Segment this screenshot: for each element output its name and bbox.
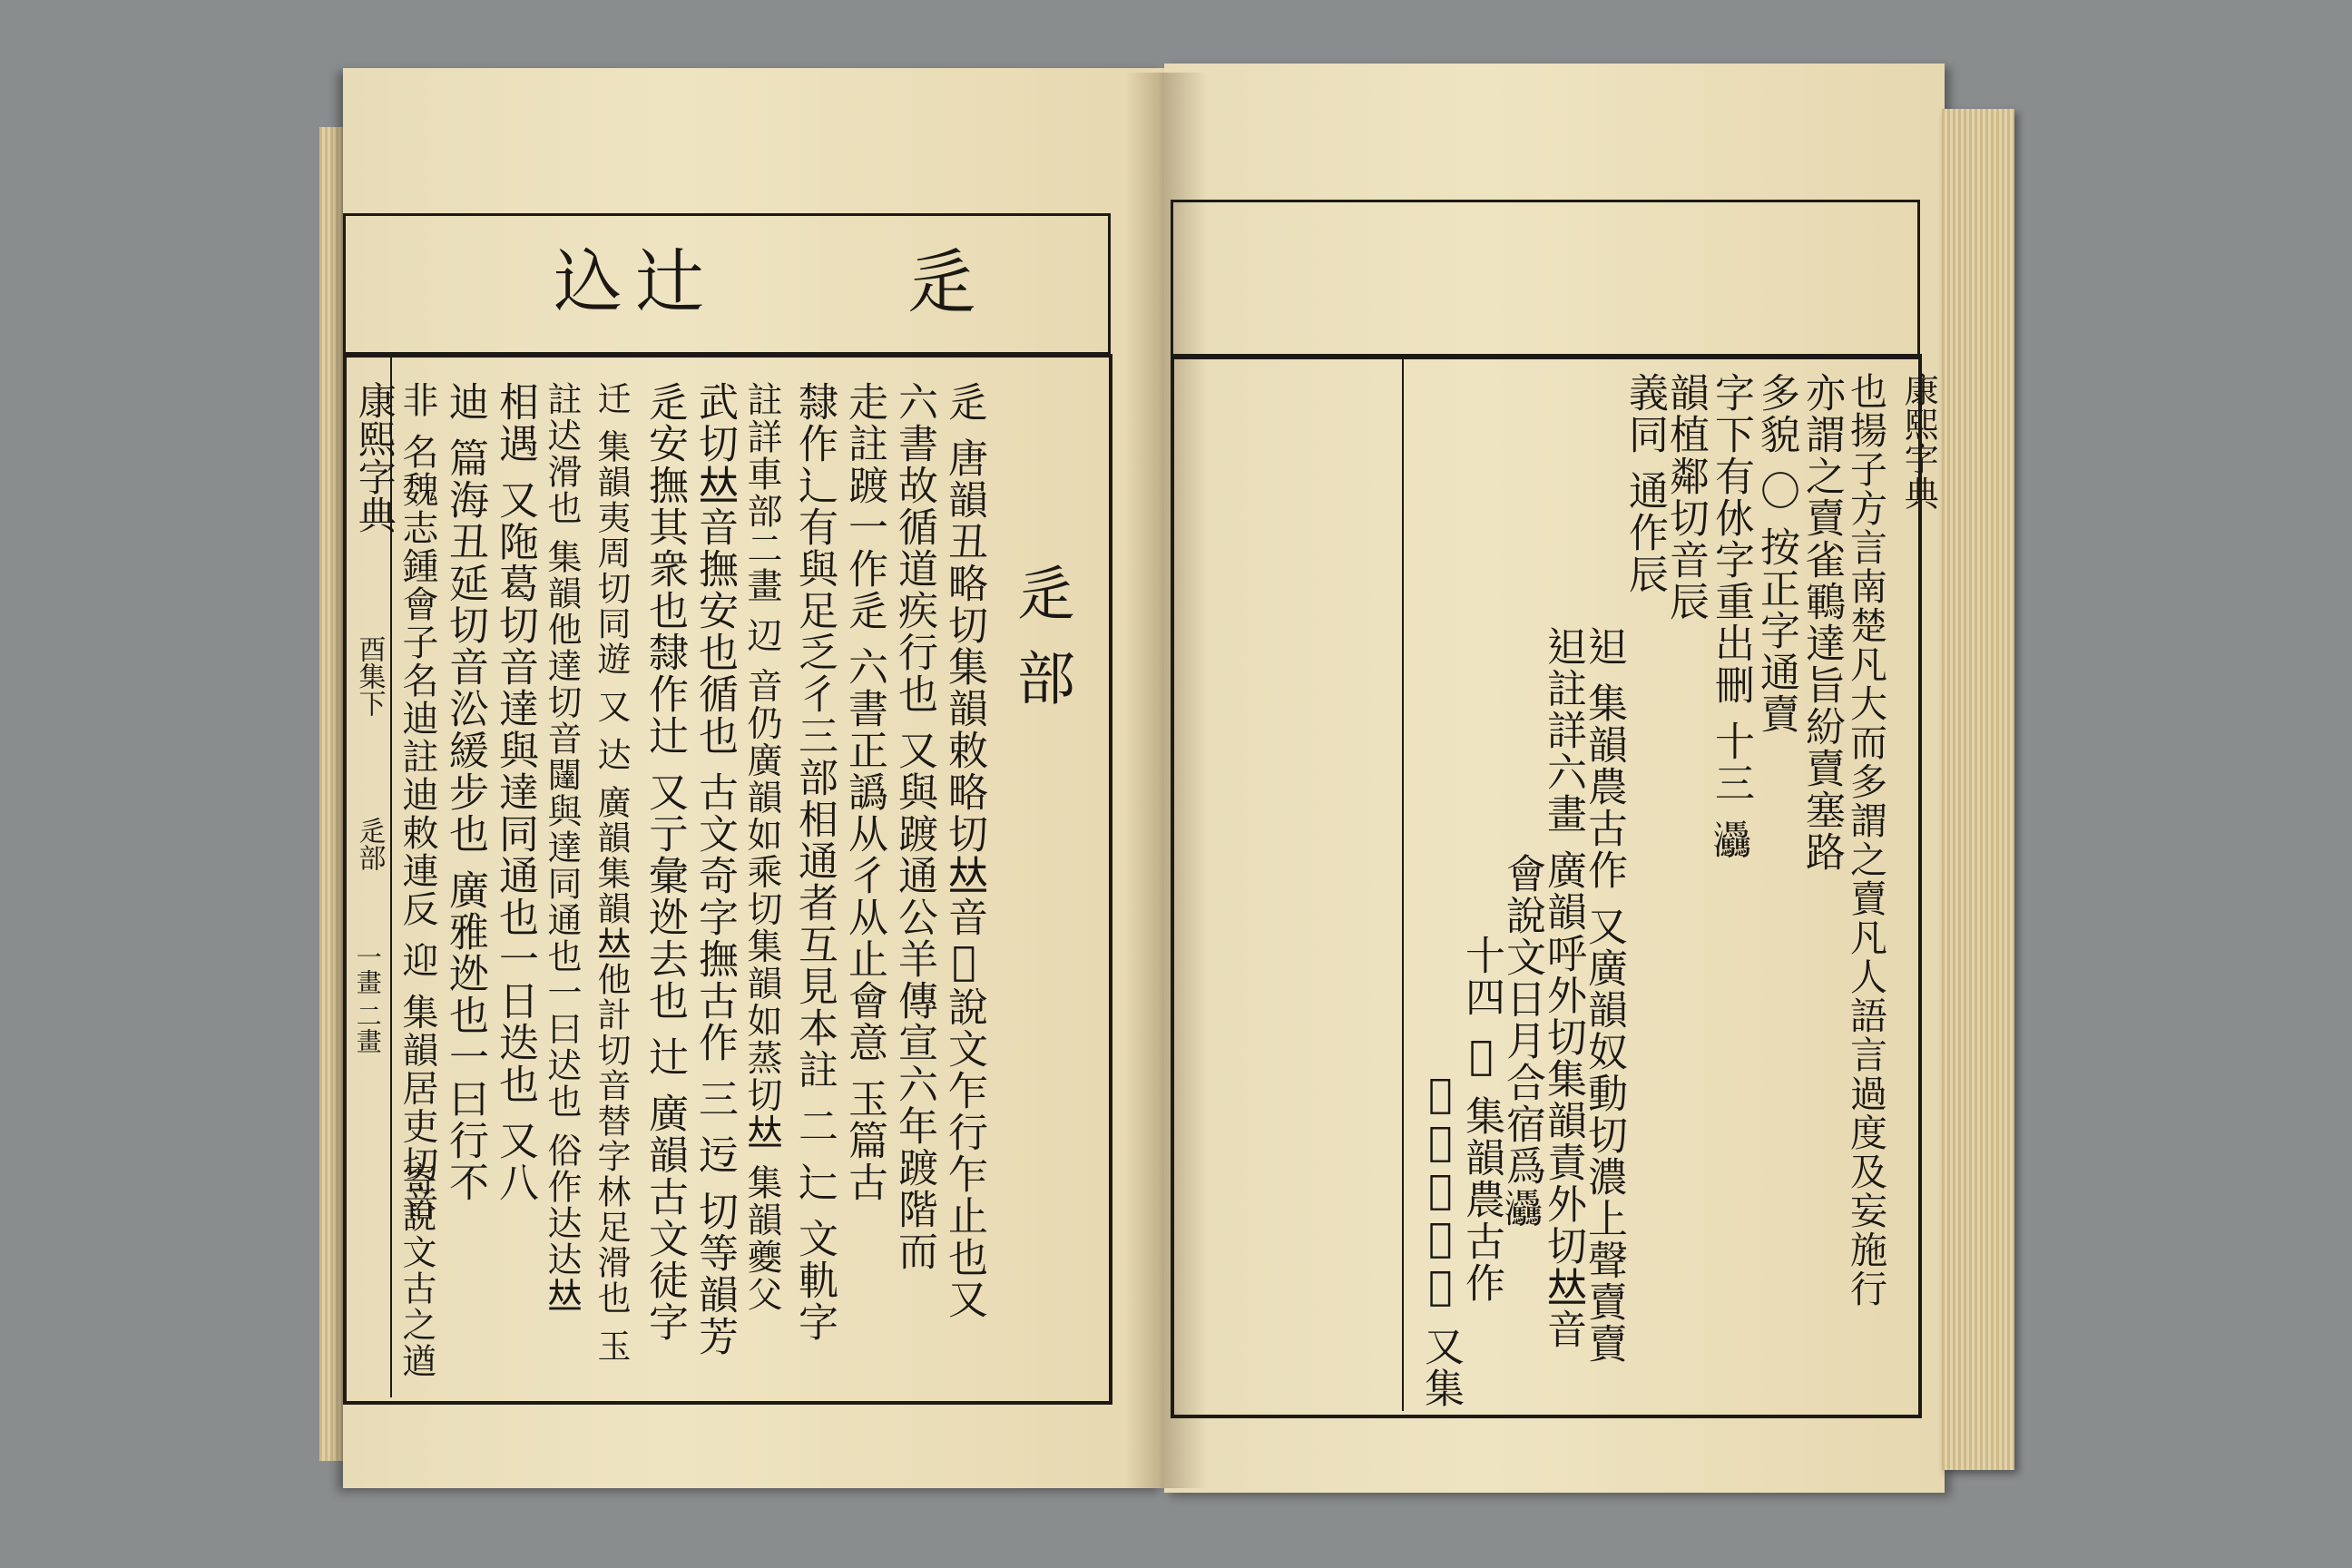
radical-heading: 辵部 — [1007, 563, 1074, 733]
left-col-12: 非 名魏志鍾會子名迪註迪敕連反 迎 集韻居吏切音 — [397, 381, 438, 1222]
right-col-5: 韻植鄰切音辰 — [1662, 372, 1709, 622]
right-blank-divider — [1402, 354, 1404, 1411]
page-edges-right — [1942, 109, 2014, 1470]
right-col-6: 義同 通作辰 — [1622, 372, 1668, 595]
header-seal-char-3: 込 — [554, 241, 622, 322]
right-col-8: 𨑨註詳六畫 廣韻呼外切集韻責外切𠀤音 — [1540, 626, 1586, 1350]
right-col-3: 多貌 〇 按正字通𧶠 — [1753, 372, 1799, 735]
right-header-frame — [1171, 200, 1920, 359]
right-col-7: 𨑨 集韻農古作 又廣韻奴動切濃上聲𧶠𧶠 — [1581, 626, 1627, 1365]
left-col-5: 註詳車部二畫 辺 音仍廣韻如乘切集韻如蒸切𠀤 集韻夔父 — [741, 381, 782, 1314]
header-seal-char-2: 辻 — [635, 241, 704, 322]
left-col-2: 六書故循道疾行也 又與踱通公羊傳宣六年踱階而 — [891, 381, 937, 1272]
margin-radical: 辵部 — [353, 817, 386, 871]
left-col-11: 迪 篇海丑延切音㳂緩步也 廣雅迯也一曰行不 — [442, 381, 488, 1203]
left-col-8: 迁 集韻夷周切同遊 又 达 廣韻集韻𠀤他計切音替字林足滑也 玉 — [592, 381, 631, 1364]
right-col-2: 亦謂之𧶠雀鶤達旨紛𧶠塞路 — [1798, 372, 1845, 873]
left-col-13: 寄說文古之遒 — [397, 1161, 436, 1379]
left-col-4: 隸作辶有與足乏彳三部相通者互見本註 二 辷 文軌字 — [791, 381, 838, 1343]
left-col-9: 註迖滑也 集韻他達切音闥與達同通也一曰迖也 俗作达达𠀤 — [542, 381, 582, 1315]
right-col-11: 𨑯註詳六畫 又集 — [1417, 1071, 1464, 1409]
right-col-1: 也揚子方言南楚凡大而多謂之𧶠凡人語言過度及妄施行 — [1844, 372, 1887, 1308]
margin-strokes: 一畫 二畫 — [352, 944, 383, 1054]
margin-section: 酉集下 — [353, 635, 386, 717]
right-col-4: 字下有㲻字重出刪 十三 𤆀 — [1708, 372, 1754, 860]
header-seal-char-1: 辵 — [907, 241, 976, 322]
left-col-1: 辵 唐韻丑略切集韻敕略切𠀤音𣅒說文乍行乍止也又 — [941, 381, 987, 1320]
left-col-6: 武切𠀤音撫安也循也 古文奇字撫古作 三 迃 切等韻芳 — [691, 381, 738, 1357]
left-header-frame — [343, 213, 1111, 355]
right-col-10: 十四 𨑯 集韻農古作 — [1458, 935, 1504, 1304]
margin-title: 康熙字典 — [352, 381, 397, 534]
left-col-7: 辵安撫其衆也隸作辻 又亍彙迯去也 辻 廣韻古文徒字 — [642, 381, 688, 1343]
left-col-3: 走註踱一作辵 六書正譌从彳从止會意 玉篇古 — [841, 381, 887, 1203]
left-col-10: 相遇 又陁葛切音達與達同通也一日迭也 又八 — [492, 381, 538, 1203]
right-col-9: 會說文日月合宿爲𤆀 — [1499, 853, 1545, 1229]
right-margin-title: 康熙字典 — [1898, 372, 1939, 510]
